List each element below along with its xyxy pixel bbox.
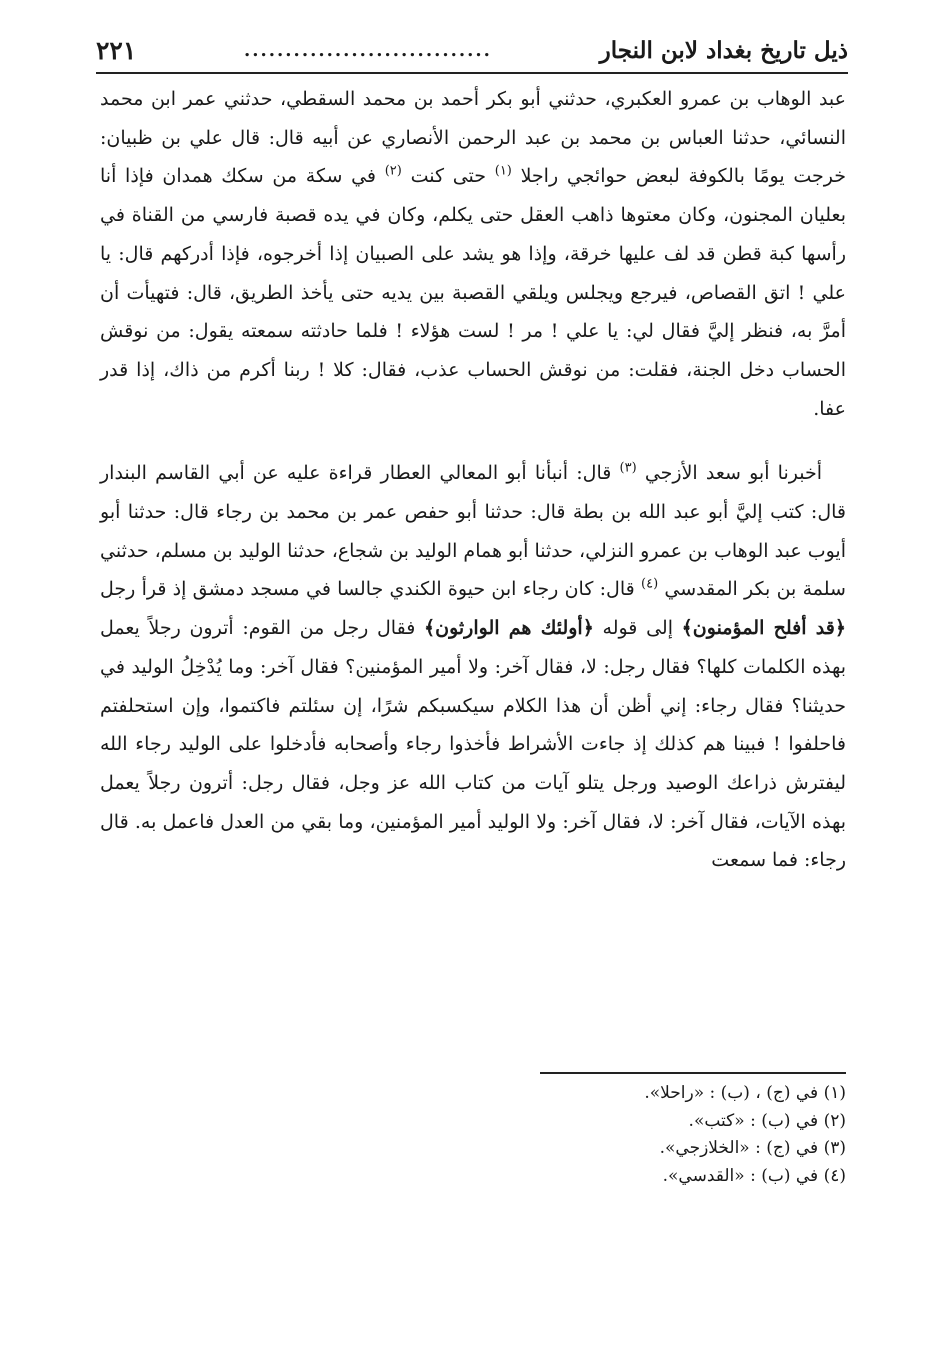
footnotes: [460, 1080, 846, 1190]
main-text: [100, 80, 846, 880]
footnote-ref-2: (٢): [384, 164, 402, 180]
paragraph-2-text-b: قال: أنبأنا أبو المعالي العطار قراءة عليه عن أبي القاسم البندار قال: كتب إليَّ أبو عبد الله بن بطة قال: حدثنا أبو حفص عمر بن محمد بن رجاء قال: حدثنا أبو أيوب عبد الوهاب بن عمرو النزلي، حدثنا أبو همام الوليد بن شجاع، حدثنا الوليد بن مسلم، حدثني سلمة بن بكر المقدسي: [100, 462, 846, 601]
footnote-ref-4: (٤): [641, 577, 659, 593]
running-header: [96, 30, 848, 70]
paragraph-2-text-a: أخبرنا أبو سعد الأزجي: [644, 462, 822, 485]
footnote-2: (٢) في (ب) : «كتب».: [688, 1110, 846, 1131]
paragraph-1-text-c: في سكة من سكك همدان فإذا أنا بعليان المجنون، وكان معتوها ذاهب العقل حتى يكلم، وكان في يده قصبة فارسي من القناة في رأسها كبة قطن قد لف عليها خرقة، وإذا هو يشد على الصبيان إذا أخرجوه، فإذا أدركهم قال: يا علي ! اتق القصاص، فيرجع ويجلس ويلقي القصبة بين يديه حتى يأخذ الطريق، قال: فتهيأت أن أمرَّ به، فنظر إليَّ فقال لي: يا علي ! مر ! لست هؤلاء ! فلما حادثته سمعته يقول: من نوقش الحساب دخل الجنة، فقلت: من نوقش الحساب عذب، فقال: كلا ! ربنا أكرم من ذاك، إذا قدر عفا.: [100, 165, 846, 420]
quran-quote-2: ﴿أولئك هم الوارثون﴾: [423, 617, 594, 640]
book-title: ذيل تاريخ بغداد لابن النجار: [599, 36, 848, 64]
header-dot-leader: ..............................: [243, 39, 492, 61]
paragraph-1: [100, 80, 846, 428]
page-number: ٢٢١: [96, 35, 137, 65]
footnote-3: (٣) في (ج) : «الخلازجي».: [659, 1138, 846, 1158]
footnote-ref-3: (٣): [619, 461, 637, 476]
footnote-4: (٤) في (ب) : «القدسي».: [662, 1165, 846, 1186]
paragraph-2-text-d: إلى قوله: [593, 617, 682, 640]
footnote-1: (١) في (ج) ، (ب) : «راحلا».: [644, 1083, 846, 1103]
footnote-ref-1: (١): [494, 164, 512, 180]
quran-quote-1: ﴿قد أفلح المؤمنون﴾: [681, 617, 846, 640]
paragraph-2-text-e: فقال رجل من القوم: أترون رجلاً يعمل بهذه الكلمات كلها؟ فقال رجل: لا، فقال آخر: ولا أمير المؤمنين؟ فقال آخر: وما يُدْخِلُ الوليد في حديثنا؟ فقال رجاء: إني أظن أن هذا الكلام سيكسبكم شرًا، إن سئلتم فاكتموا، وإن استحلفتم فاحلفوا ! فبينا هم كذلك إذ جاءت الأشراط فأخذوا رجاء وأصحابه فأدخلوا على الوليد رجاء الله ليفترش ذراعك الوصيد ورجل يتلو آيات من كتاب الله عز وجل، فقال رجل: أترون رجلاً يعمل بهذه الآيات، فقال آخر: لا، فقال آخر: ولا الوليد أمير المؤمنين، وما بقي من العدل فاعمل به. قال رجاء: فما سمعت: [100, 617, 846, 872]
paragraph-2-text-c: قال: كان رجاء ابن حيوة الكندي جالسا في مسجد دمشق إذ قرأ رجل: [100, 578, 641, 601]
paragraph-1-text-a: عبد الوهاب بن عمرو العكبري، حدثني أبو بكر أحمد بن محمد السقطي، حدثني عمر ابن محمد النسائي، حدثنا العباس بن محمد بن عبد الرحمن الأنصاري عن أبيه قال: قال علي بن ظبيان: خرجت يومًا بالكوفة لبعض حوائجي راجلا: [100, 88, 846, 188]
paragraph-1-text-b: حتى كنت: [410, 165, 495, 188]
footnote-separator: [540, 1072, 846, 1074]
paragraph-2: [100, 454, 846, 880]
header-rule: [96, 72, 848, 74]
paragraph-gap: [100, 428, 846, 454]
